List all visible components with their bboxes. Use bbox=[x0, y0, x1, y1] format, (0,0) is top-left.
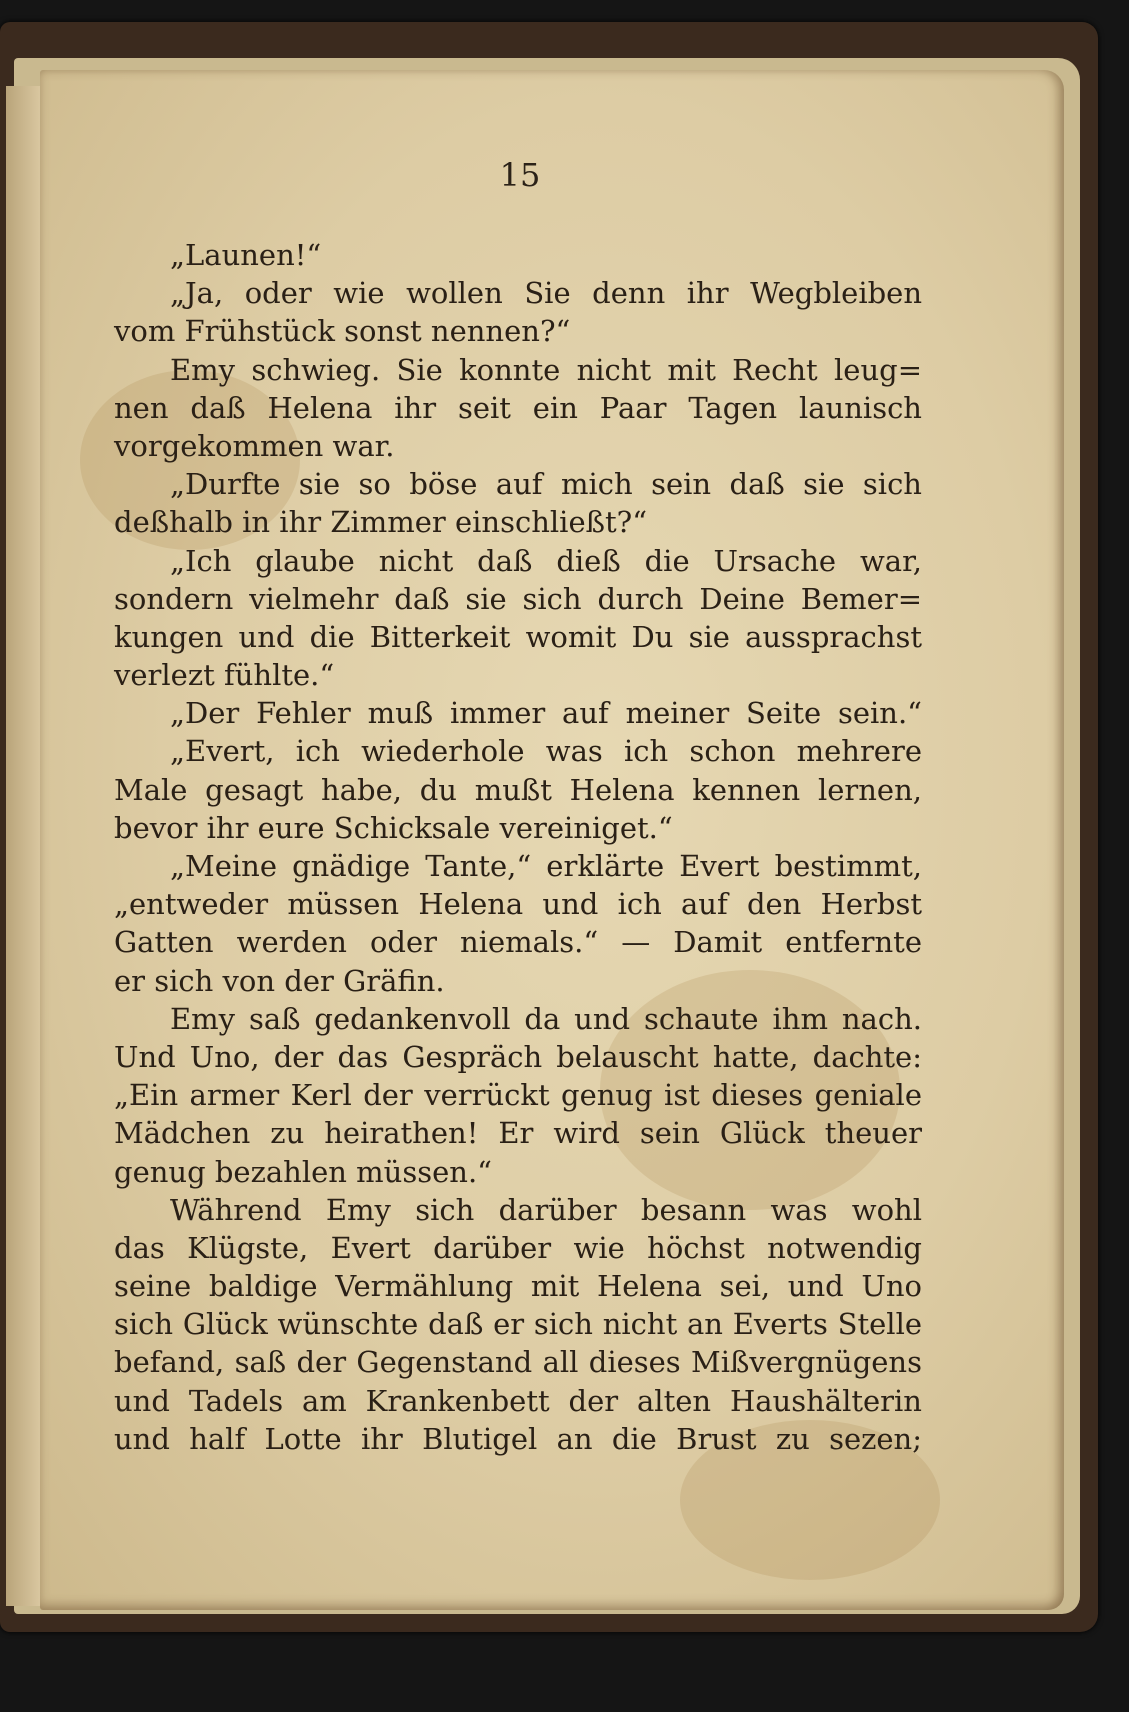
body-text bbox=[114, 236, 922, 1458]
text-line: „entweder müssen Helena und ich auf den Herbst bbox=[114, 887, 922, 922]
text-line: nen daß Helena ihr seit ein Paar Tagen launisch bbox=[114, 390, 922, 425]
previous-page-edge bbox=[6, 86, 40, 1606]
text-line: „Durfte sie so böse auf mich sein daß sie sich bbox=[170, 467, 922, 502]
text-line: kungen und die Bitterkeit womit Du sie aussprachst bbox=[114, 619, 922, 654]
text-line: sondern vielmehr daß sie sich durch Deine Bemer= bbox=[114, 581, 922, 616]
text-line: seine baldige Vermählung mit Helena sei, und Uno bbox=[114, 1269, 922, 1304]
text-line: Gatten werden oder niemals.“ — Damit entfernte bbox=[114, 925, 922, 960]
text-line: Emy saß gedankenvoll da und schaute ihm nach. bbox=[170, 1001, 922, 1036]
page-number: 15 bbox=[499, 156, 541, 194]
text-line: bevor ihr eure Schicksale vereiniget.“ bbox=[114, 810, 673, 845]
text-line: Male gesagt habe, du mußt Helena kennen lernen, bbox=[114, 772, 922, 807]
text-line: und half Lotte ihr Blutigel an die Brust zu sezen; bbox=[114, 1421, 922, 1456]
text-line: er sich von der Gräfin. bbox=[114, 963, 445, 998]
text-line: Mädchen zu heirathen! Er wird sein Glück theuer bbox=[114, 1116, 922, 1151]
text-line: befand, saß der Gegenstand all dieses Mißvergnügens bbox=[114, 1345, 922, 1380]
text-line: „Meine gnädige Tante,“ erklärte Evert bestimmt, bbox=[170, 849, 922, 883]
text-line: deßhalb in ihr Zimmer einschließt?“ bbox=[114, 505, 648, 540]
text-line: genug bezahlen müssen.“ bbox=[114, 1154, 492, 1189]
text-line: „Evert, ich wiederhole was ich schon mehrere bbox=[170, 734, 922, 769]
text-line: sich Glück wünschte daß er sich nicht an Everts Stelle bbox=[114, 1307, 922, 1342]
text-line: vorgekommen war. bbox=[114, 428, 395, 463]
text-line: „Ich glaube nicht daß dieß die Ursache war, bbox=[170, 543, 922, 578]
text-line: Emy schwieg. Sie konnte nicht mit Recht leug= bbox=[170, 352, 922, 387]
text-line: „Ein armer Kerl der verrückt genug ist dieses geniale bbox=[114, 1078, 922, 1113]
text-line: „Der Fehler muß immer auf meiner Seite sein.“ bbox=[170, 696, 922, 731]
text-line: vom Frühstück sonst nennen?“ bbox=[114, 314, 571, 349]
text-line: „Ja, oder wie wollen Sie denn ihr Wegbleiben bbox=[170, 276, 922, 311]
text-line: Und Uno, der das Gespräch belauscht hatte, dachte: bbox=[114, 1039, 922, 1074]
text-line: das Klügste, Evert darüber wie höchst notwendig bbox=[114, 1230, 922, 1265]
text-line: und Tadels am Krankenbett der alten Haushälterin bbox=[114, 1383, 922, 1418]
text-line: verlezt fühlte.“ bbox=[114, 658, 335, 693]
text-line: Während Emy sich darüber besann was wohl bbox=[170, 1192, 922, 1227]
text-line: „Launen!“ bbox=[170, 238, 322, 272]
